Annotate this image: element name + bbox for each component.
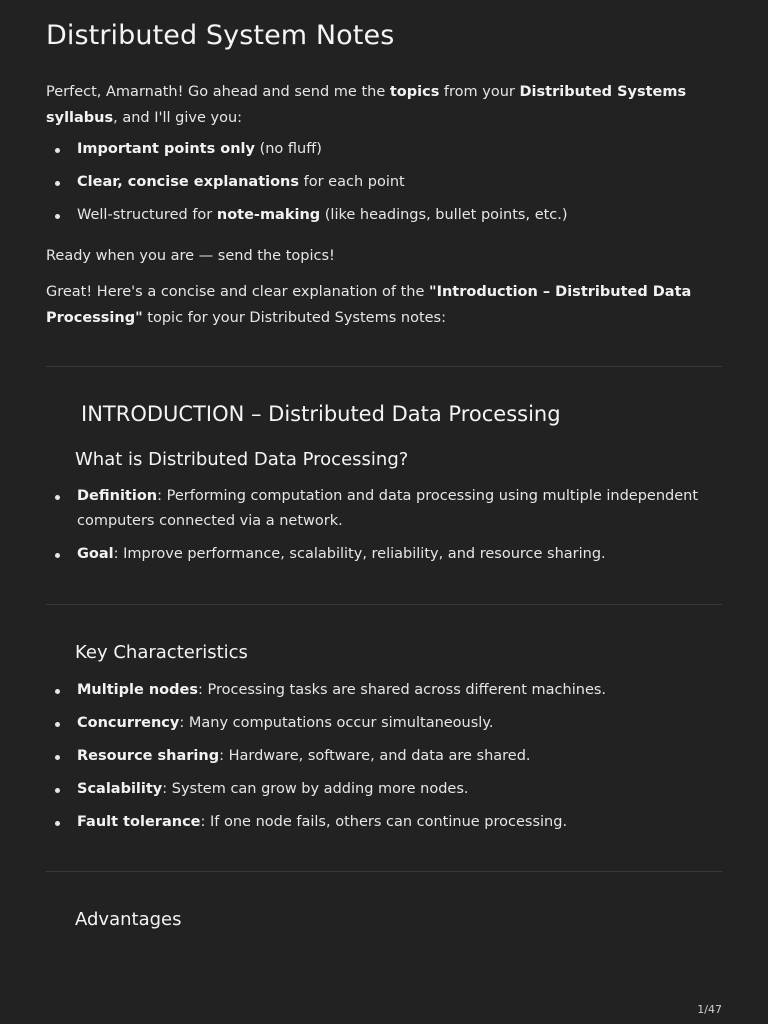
list-item: Concurrency: Many computations occur simultaneously. — [46, 711, 722, 736]
intro-text: Perfect, Amarnath! Go ahead and send me the — [46, 84, 390, 100]
divider — [46, 871, 722, 872]
list-item: Important points only (no fluff) — [46, 137, 722, 162]
subsection-heading: Advantages — [75, 909, 182, 930]
list-item: Goal: Improve performance, scalability, reliability, and resource sharing. — [46, 542, 722, 567]
divider — [46, 604, 722, 605]
section-heading: INTRODUCTION – Distributed Data Processing — [81, 402, 561, 426]
list-item: Fault tolerance: If one node fails, others can continue processing. — [46, 810, 722, 835]
list-item: Multiple nodes: Processing tasks are shared across different machines. — [46, 678, 722, 703]
subsection-heading: What is Distributed Data Processing? — [75, 449, 409, 470]
great-paragraph: Great! Here's a concise and clear explanation of the "Introduction – Distributed Data Processing" topic for your Distributed Systems notes: — [46, 284, 692, 326]
intro-text: , and I'll give you: — [113, 110, 243, 126]
divider — [46, 366, 722, 367]
topic-title-bold: "Introduction – Distributed Data Processing" — [46, 284, 692, 326]
intro-bold-syllabus: Distributed Systems syllabus — [46, 84, 687, 126]
list-item: Resource sharing: Hardware, software, and data are shared. — [46, 744, 722, 769]
characteristics-bullet-list — [46, 678, 722, 835]
definition-bullet-list — [46, 484, 722, 567]
list-item: Definition: Performing computation and data processing using multiple independent computers connected via a network. — [46, 484, 722, 534]
page-number: 1/47 — [697, 1003, 722, 1016]
list-item: Clear, concise explanations for each point — [46, 170, 722, 195]
list-item: Scalability: System can grow by adding more nodes. — [46, 777, 722, 802]
intro-text: from your — [439, 84, 520, 100]
intro-paragraph — [46, 79, 722, 131]
intro-bold-topics: topics — [389, 84, 440, 100]
subsection-heading: Key Characteristics — [75, 642, 248, 663]
document-title: Distributed System Notes — [46, 20, 395, 51]
intro-bullet-list — [46, 137, 722, 228]
ready-paragraph: Ready when you are — send the topics! — [46, 248, 335, 264]
list-item: Well-structured for note-making (like headings, bullet points, etc.) — [46, 203, 722, 228]
